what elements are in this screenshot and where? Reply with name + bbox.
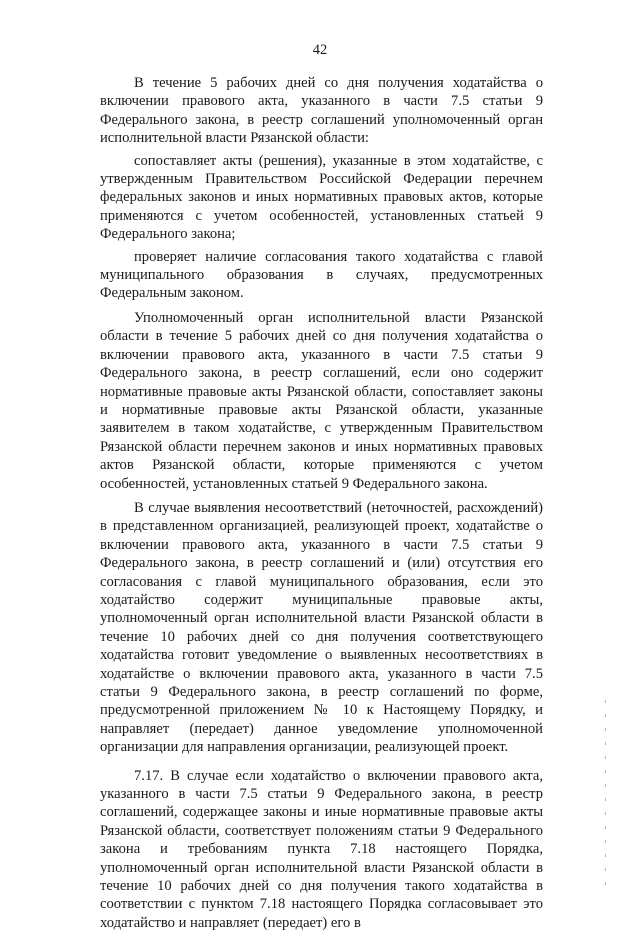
paragraph-6: 7.17. В случае если ходатайство о включении правового акта, указанного в части 7.5 статьи 9 Федерального закона, в реестр соглашений, содержащее законы и иные нормативные правовые акты Рязанской области, соответствует положениям статьи 9 Федерального закона и требованиям пункта 7.18 настоящего Порядка, уполномоченный орган исполнительной власти Рязанской области в течение 10 рабочих дней со дня получения такого ходатайства в соответствии с пунктом 7.18 настоящего Порядка согласовывает это ходатайство и направляет (передает) его в xyxy=(100,767,543,931)
paragraph-4: Уполномоченный орган исполнительной власти Рязанской области в течение 5 рабочих дней со дня получения ходатайства о включении правового акта, указанного в части 7.5 статьи 9 Федерального закона, в реестр соглашений, если оно содержит нормативные правовые акты Рязанской области, сопоставляет законы и нормативные правовые акты Рязанской области, указанные заявителем в таком ходатайстве, с утвержденным Правительством Рязанской области перечнем законов и иных нормативных правовых актов Рязанской области, которые применяются с учетом особенностей, установленных статьей 9 Федерального закона. xyxy=(100,309,543,492)
paragraph-3: проверяет наличие согласования такого ходатайства с главой муниципального образования в случаях, предусмотренных Федеральным законом. xyxy=(100,248,543,302)
page-number: 42 xyxy=(312,42,328,58)
scan-margin-marks xyxy=(603,700,609,890)
paragraph-2: сопоставляет акты (решения), указанные в этом ходатайстве, с утвержденным Правительством Российской Федерации перечнем федеральных законов и иных нормативных правовых актов, которые применяются с учетом особенностей, установленных статьей 9 Федерального закона; xyxy=(100,152,543,243)
document-body xyxy=(100,74,543,932)
paragraph-5: В случае выявления несоответствий (неточностей, расхождений) в представленном организацией, реализующей проект, ходатайстве о включении правового акта, указанного в части 7.5 статьи 9 Федерального закона, в реестр соглашений и (или) отсутствия его согласования с главой муниципального образования, если это ходатайство содержит муниципальные правовые акты, уполномоченный орган исполнительной власти Рязанской области в течение 10 рабочих дней со дня получения соответствующего ходатайства готовит уведомление о выявленных несоответствиях в ходатайстве о включении правового акта, указанного в части 7.5 статьи 9 Федерального закона, в реестр соглашений по форме, предусмотренной приложением № 10 к Настоящему Порядку, и направляет (передает) данное уведомление уполномоченной организации для направления организации, реализующей проект. xyxy=(100,499,543,756)
paragraph-1: В течение 5 рабочих дней со дня получения ходатайства о включении правового акта, указанного в части 7.5 статьи 9 Федерального закона, в реестр соглашений уполномоченный орган исполнительной власти Рязанской области: xyxy=(100,75,543,147)
